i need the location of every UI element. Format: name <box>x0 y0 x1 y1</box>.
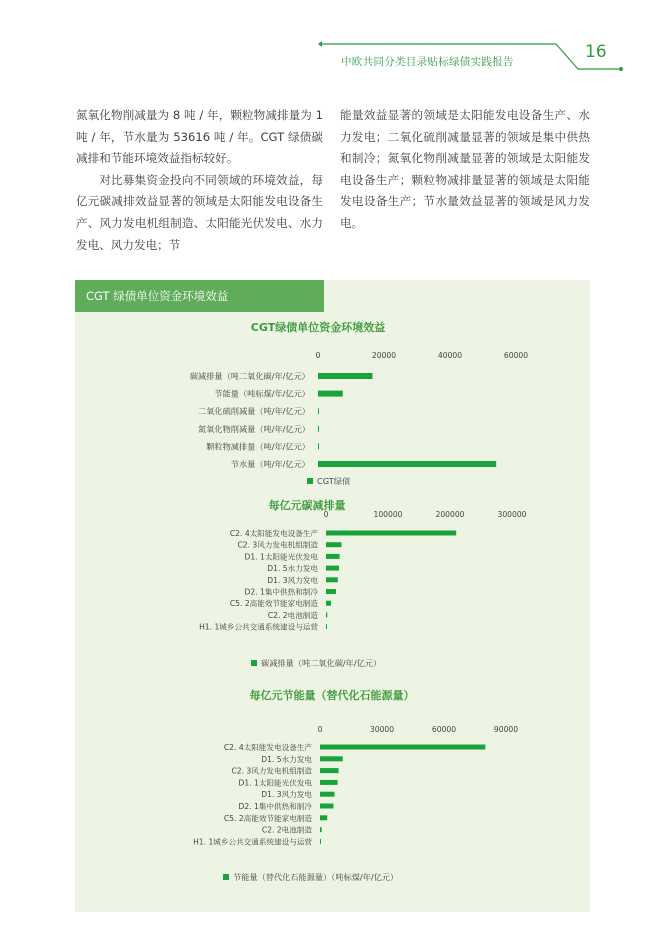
x-tick-label: 20000 <box>371 351 397 360</box>
bar <box>326 554 340 559</box>
bar <box>318 408 319 414</box>
legend-label: CGT绿债 <box>317 476 351 486</box>
bar <box>326 589 336 594</box>
category-label: D1. 1太阳能光伏发电 <box>244 552 318 562</box>
x-tick-label: 0 <box>315 351 321 360</box>
panel-tab: CGT 绿债单位资金环境效益 <box>75 280 324 312</box>
chart-title: CGT绿债单位资金环境效益 <box>250 321 386 334</box>
category-label: 氮氧化物削减量（吨/年/亿元） <box>198 423 310 434</box>
bar <box>326 601 331 606</box>
paragraph: 对比募集资金投向不同领域的环境效益，每亿元碳减排效益显著的领域是太阳能发电设备生产、风力发电机组制造、太阳能光伏发电、水力发电、风力发电；节 <box>76 172 323 252</box>
category-label: C2. 4太阳能发电设备生产 <box>223 743 312 752</box>
category-label: C2. 2电池制造 <box>267 610 318 620</box>
category-label: D1. 1太阳能光伏发电 <box>238 778 312 788</box>
paragraph: 氮氧化物削减量为 8 吨 / 年，颗粒物减排量为 1 吨 / 年，节水量为 53616 吨 / 年。CGT 绿债碳减排和节能环境效益指标较好。 <box>76 108 323 166</box>
x-tick-label: 90000 <box>493 725 519 734</box>
chart-title: 每亿元碳减排量 <box>268 499 346 512</box>
category-label: H1. 1城乡公共交通系统建设与运营 <box>199 622 318 632</box>
legend-label: 碳减排量（吨二氧化碳/年/亿元） <box>261 658 382 668</box>
category-label: H1. 1城乡公共交通系统建设与运营 <box>193 837 312 847</box>
x-tick-label: 30000 <box>369 725 395 734</box>
header-decoration <box>0 0 665 90</box>
category-label: 二氧化硫削减量（吨/年/亿元） <box>198 406 310 417</box>
bar <box>318 426 319 432</box>
category-label: C2. 3风力发电机组制造 <box>237 540 318 550</box>
page-header <box>0 0 665 90</box>
category-label: C2. 2电池制造 <box>261 825 312 835</box>
x-tick-label: 60000 <box>503 351 529 360</box>
legend-label: 节能量（替代化石能源量）（吨标煤/年/亿元） <box>233 872 399 882</box>
bar <box>320 745 485 750</box>
category-label: D1. 3风力发电 <box>267 575 318 585</box>
text-column-left <box>76 105 323 256</box>
category-label: C5. 2高能效节能家电制造 <box>229 599 318 609</box>
bar <box>320 768 339 773</box>
legend-swatch <box>251 660 257 666</box>
bar <box>326 577 338 582</box>
category-label: C5. 2高能效节能家电制造 <box>223 813 312 823</box>
category-label: 颗粒物减排量（吨/年/亿元） <box>206 441 310 452</box>
chart-title: 每亿元节能量（替代化石能源量） <box>249 689 415 702</box>
x-tick-label: 100000 <box>373 510 403 519</box>
x-tick-label: 40000 <box>437 351 463 360</box>
bar <box>326 612 327 617</box>
arrow-left-icon <box>318 41 322 47</box>
x-tick-label: 0 <box>323 510 329 519</box>
bar <box>318 373 372 379</box>
bar <box>320 792 334 797</box>
bar <box>320 804 333 809</box>
bar <box>320 780 338 785</box>
category-label: D2. 1集中供热和制冷 <box>238 802 312 811</box>
bar <box>326 542 342 547</box>
bar <box>326 624 327 629</box>
category-label: C2. 4太阳能发电设备生产 <box>229 529 318 538</box>
x-tick-label: 200000 <box>435 510 465 519</box>
x-tick-label: 60000 <box>431 725 457 734</box>
text-column-right <box>340 105 590 235</box>
page-number: 16 <box>585 42 607 62</box>
category-label: 碳减排量（吨二氧化碳/年/亿元） <box>189 371 310 381</box>
bar <box>320 827 322 832</box>
report-title: 中欧共同分类目录贴标绿债实践报告 <box>341 56 514 68</box>
x-tick-label: 0 <box>317 725 323 734</box>
bar <box>326 531 456 536</box>
legend-swatch <box>307 478 313 484</box>
category-label: D1. 5水力发电 <box>261 754 312 764</box>
category-label: 节能量（吨标煤/年/亿元） <box>214 388 310 399</box>
charts-canvas <box>75 280 590 912</box>
category-label: 节水量（吨/年/亿元） <box>230 459 310 469</box>
bar <box>318 443 319 449</box>
category-label: D2. 1集中供热和制冷 <box>244 587 318 597</box>
bar <box>326 566 339 571</box>
category-label: D1. 5水力发电 <box>267 564 318 574</box>
category-label: D1. 3风力发电 <box>261 790 312 800</box>
x-tick-label: 300000 <box>497 510 527 519</box>
bar <box>318 391 343 397</box>
bar <box>320 756 343 761</box>
category-label: C2. 3风力发电机组制造 <box>231 766 312 776</box>
bar <box>318 461 496 467</box>
legend-swatch <box>223 874 229 880</box>
bar <box>320 815 327 820</box>
paragraph: 能量效益显著的领域是太阳能发电设备生产、水力发电；二氧化硫削减量显著的领域是集中供热和制冷；氮氧化物削减量显著的领域是太阳能发电设备生产；颗粒物减排量显著的领域是太阳能发电设备生产；节水量效益显著的领域是风力发电。 <box>340 108 590 230</box>
bar <box>320 839 321 844</box>
